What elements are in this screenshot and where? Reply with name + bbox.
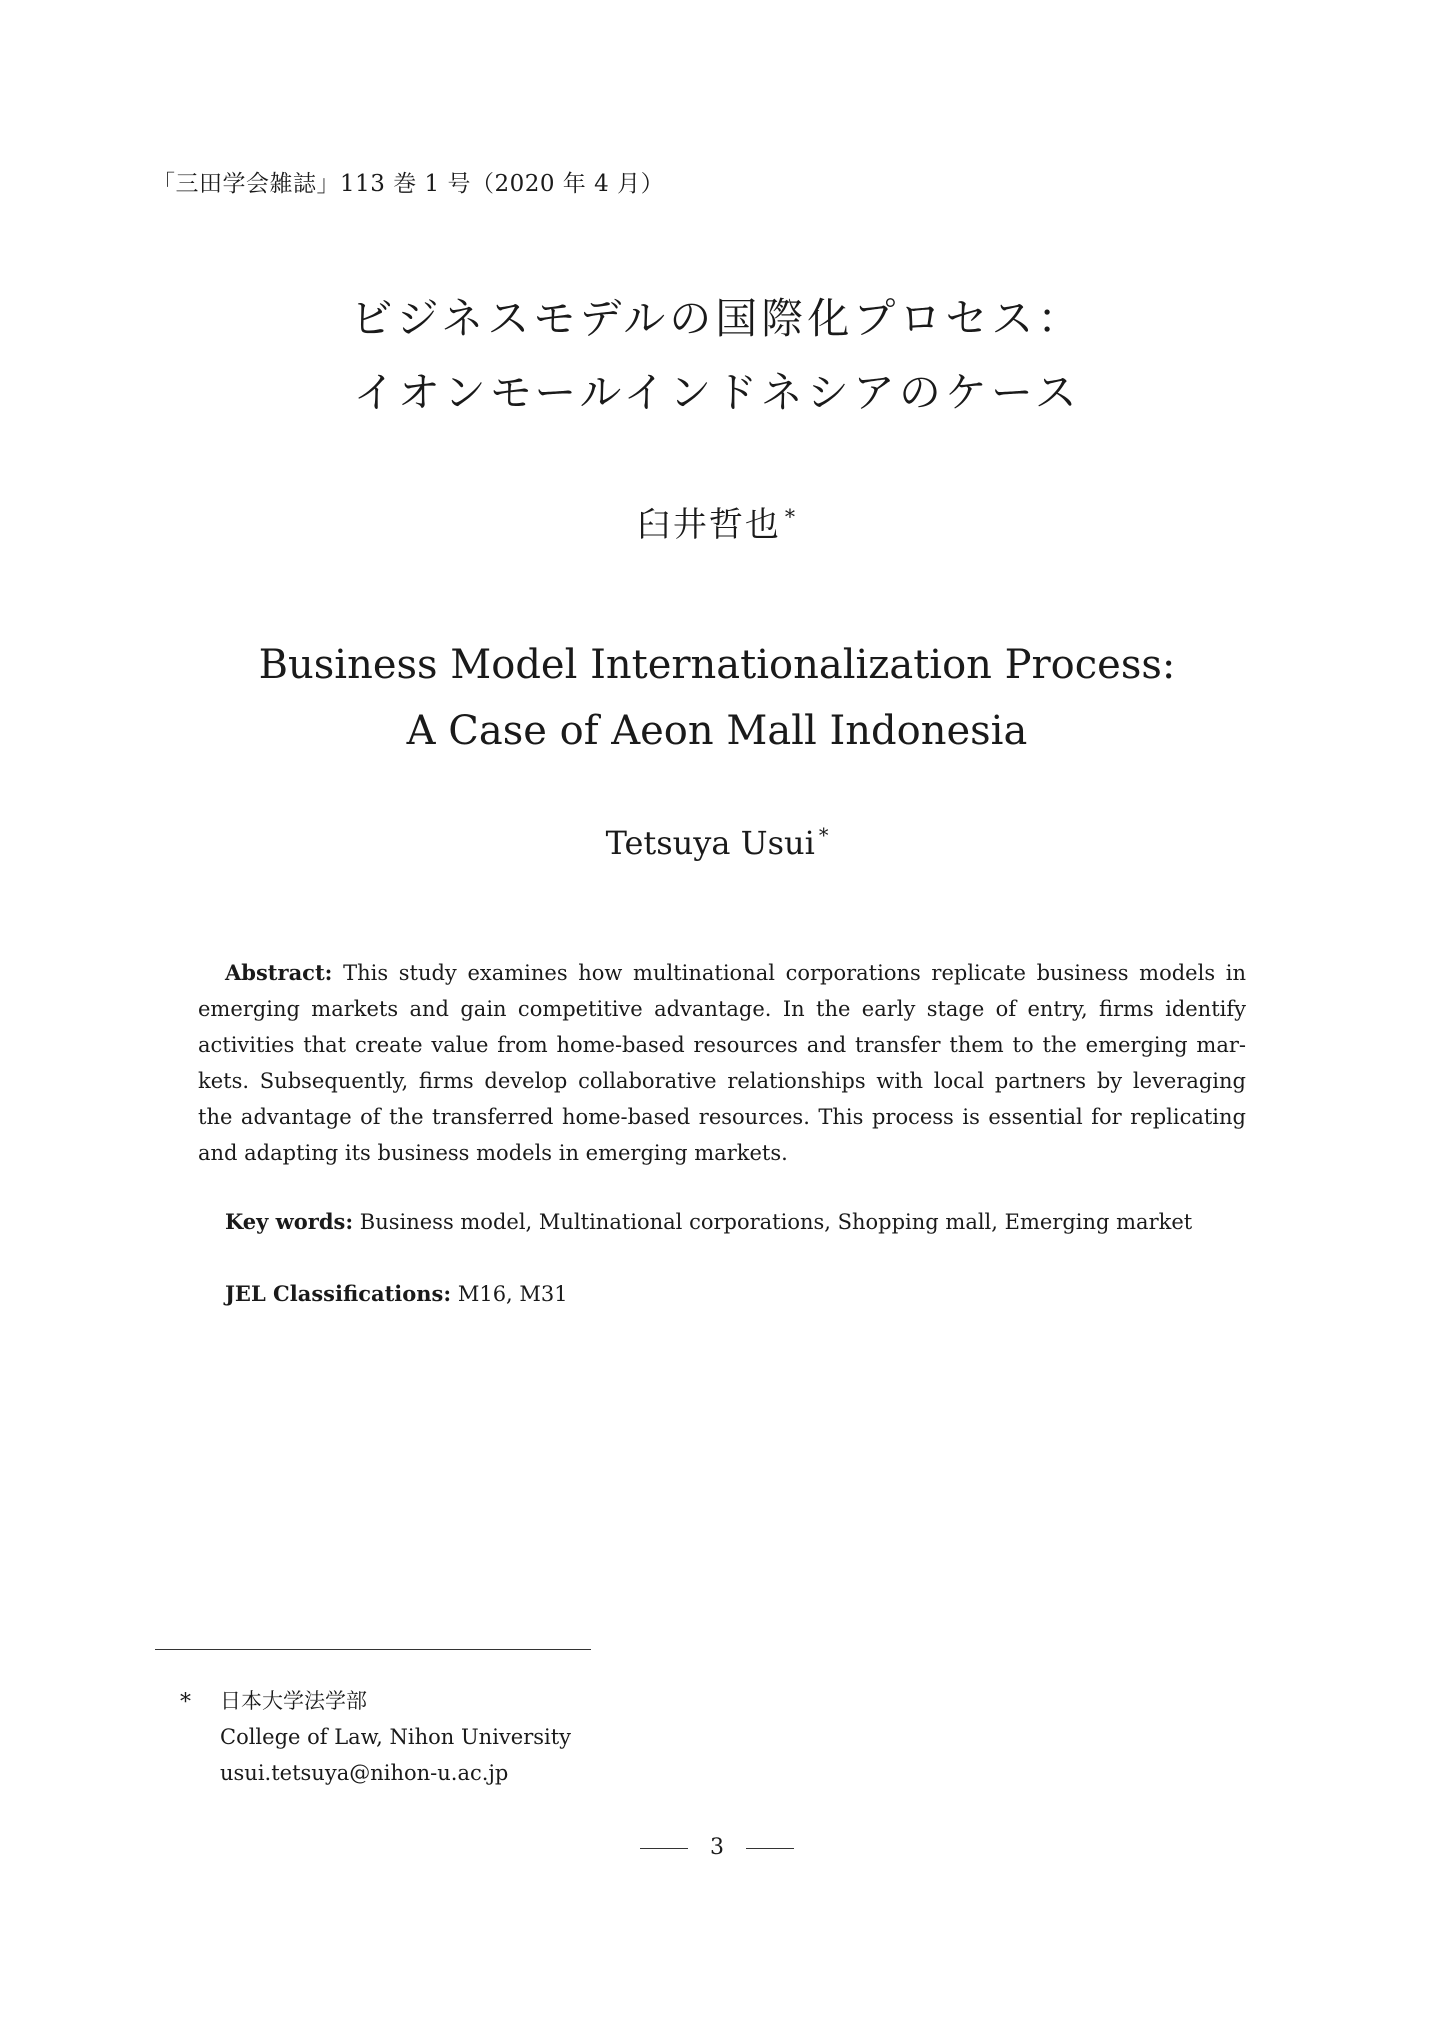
page-number-dash-right [746,1848,794,1849]
english-title [0,632,1434,764]
abstract [198,955,1246,1171]
japanese-author-name: 臼井哲也 [636,505,781,545]
english-title-line-2: A Case of Aeon Mall Indonesia [406,708,1028,754]
footnote-divider [155,1649,591,1650]
page-number-value: 3 [710,1835,724,1860]
english-author-footnote-mark: * [818,824,829,848]
abstract-line: and adapting its business models in emerging markets. [198,1141,788,1165]
jel-classifications [225,1281,568,1306]
jel-label: JEL Classifications: [225,1281,452,1306]
japanese-author [0,497,1434,546]
abstract-label: Abstract: [225,960,333,985]
footnote-mark: * [180,1690,191,1715]
abstract-line: activities that create value from home-based resources and transfer them to the emerging mar- [198,1033,1246,1057]
abstract-line [198,955,1246,991]
journal-citation: 「三田学会雑誌」113 巻 1 号（2020 年 4 月） [152,171,665,197]
abstract-line: emerging markets and gain competitive advantage. In the early stage of entry, firms identify [198,997,1246,1021]
keywords-text: Business model, Multinational corporations, Shopping mall, Emerging market [359,1210,1193,1234]
footnote-affiliation-ja: 日本大学法学部 [220,1689,367,1713]
english-title-line-1: Business Model Internationalization Process: [258,642,1176,688]
footnote-affiliation-en: College of Law, Nihon University [220,1725,572,1749]
jel-text: M16, M31 [457,1282,568,1306]
footnote-email: usui.tetsuya@nihon-u.ac.jp [220,1761,509,1785]
english-author-name: Tetsuya Usui [605,824,815,862]
japanese-title-line-1: ビジネスモデルの国際化プロセス： [350,294,1084,343]
page-number-dash-left [640,1848,688,1849]
japanese-title-line-2: イオンモールインドネシアのケース [353,368,1081,417]
abstract-line: kets. Subsequently, firms develop collaborative relationships with local partners by leveraging [198,1069,1246,1093]
japanese-author-footnote-mark: * [784,504,798,529]
author-footnote [180,1683,571,1791]
keywords-label: Key words: [225,1209,354,1234]
page-number [0,1835,1434,1860]
abstract-line: the advantage of the transferred home-based resources. This process is essential for replicating [198,1105,1246,1129]
english-author [0,824,1434,862]
keywords [225,1209,1192,1234]
japanese-title [0,282,1434,430]
abstract-text: This study examines how multinational corporations replicate business models in [343,961,1246,985]
